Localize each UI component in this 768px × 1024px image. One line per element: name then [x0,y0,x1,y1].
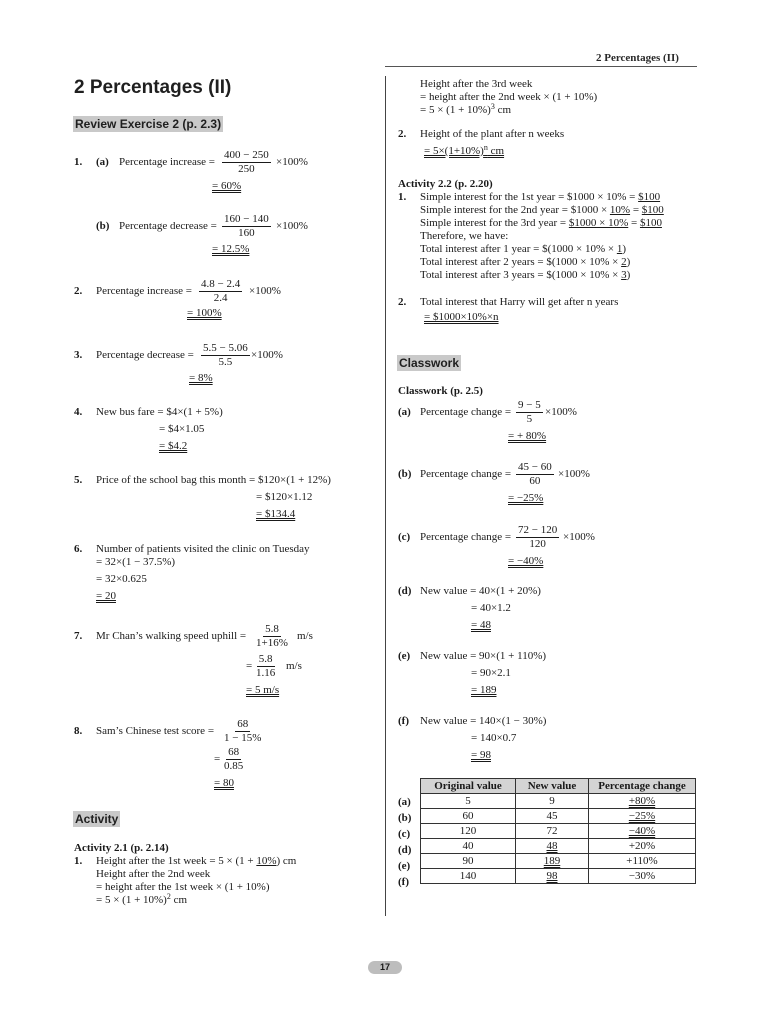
q7-denominator1: 1+16% [256,637,288,649]
q1b-denominator: 160 [238,227,255,239]
activity-2-1-line1-b: 10% [256,855,277,867]
activity-2-1-q2-answer-expr: = 5×(1+10%) [424,145,484,157]
activity-2-1-right-line3-expr: = 5 × (1 + 10%) [420,104,491,116]
table-row [421,824,696,839]
activity-2-1-line4 [96,894,187,907]
table-cell: +80% [589,794,696,809]
q8-equals: = [214,753,221,765]
activity-2-2-q1-number: 1. [398,191,407,203]
activity-2-1-q2-answer-exp: n [483,143,488,152]
classwork-b-denominator: 60 [529,475,541,487]
activity-2-2-line3-a: Simple interest for the 3rd year = [420,217,569,229]
activity-2-2-line6 [420,256,630,269]
activity-2-1-right-line3 [420,104,511,117]
activity-2-2-line6-a: Total interest after 2 years = $(1000 × 10% × [420,256,622,268]
classwork-a-fraction [516,399,543,426]
activity-2-2-line1-b: $100 [638,191,661,203]
q7-fraction2 [254,653,277,680]
activity-2-1-q2-answer-unit: cm [487,145,505,157]
table-row-label: (b) [398,812,412,824]
table-cell: 189 [516,854,589,869]
activity-2-2-line2-b: 10% [609,204,631,216]
activity-2-2-line5-a: Total interest after 1 year = $(1000 × 10% × [420,243,617,255]
q6-line1: Number of patients visited the clinic on Tuesday [96,543,310,555]
activity-2-2-q2-text: Total interest that Harry will get after n years [420,296,619,308]
activity-2-1-right-line1: Height after the 3rd week [420,78,533,90]
review-exercise-heading: Review Exercise 2 (p. 2.3) [75,117,222,131]
q1b-label: (b) [96,220,110,232]
activity-2-2-line4: Therefore, we have: [420,230,509,242]
q1a-label: (a) [96,156,109,168]
q7-denominator2: 1.16 [256,667,276,679]
classwork-a-label: (a) [398,406,411,418]
classwork-e-line2: = 90×2.1 [471,667,511,679]
q1b-fraction [222,213,271,240]
activity-2-2-line5 [420,243,626,256]
classwork-a-denominator: 5 [526,413,533,425]
table-cell: 9 [516,794,589,809]
activity-2-2-line6-c: ) [626,256,631,268]
activity-2-1-line4-unit: cm [170,894,188,906]
q1b-multiplier: ×100% [276,220,308,232]
classwork-b-numerator: 45 − 60 [518,461,552,473]
q1a-denominator: 250 [238,163,255,175]
q7-equals: = [246,660,253,672]
activity-2-2-line3-d: $100 [639,217,662,229]
table-cell: −40% [589,824,696,839]
page-number: 17 [368,961,402,974]
q7-unit: m/s [297,630,313,642]
q8-fraction2 [222,746,245,773]
classwork-e-answer: = 189 [471,684,497,696]
classwork-c-text: Percentage change = [420,531,512,543]
q7-text: Mr Chan’s walking speed uphill = [96,630,247,642]
q3-multiplier: ×100% [251,349,283,361]
activity-2-1-q1-number: 1. [74,855,83,867]
q1a-text: Percentage increase = [119,156,215,168]
q6-line2: = 32×(1 − 37.5%) [96,556,176,568]
classwork-title: Classwork (p. 2.5) [398,385,483,397]
activity-2-2-line1-a: Simple interest for the 1st year = $1000 × 10% = [420,191,639,203]
classwork-b-text: Percentage change = [420,468,512,480]
classwork-b-answer: = −25% [508,492,544,504]
activity-2-2-line2-a: Simple interest for the 2nd year = $1000 × [420,204,610,216]
q2-number: 2. [74,285,83,297]
activity-2-2-line7 [420,269,630,282]
activity-2-1-line2: Height after the 2nd week [96,868,211,880]
table-cell: 60 [421,809,516,824]
table-row-label: (f) [398,876,409,888]
table-cell: +110% [589,854,696,869]
activity-2-1-line1-a: Height after the 1st week = 5 × (1 + [96,855,257,867]
q1a-answer: = 60% [212,180,242,192]
classwork-f-line2: = 140×0.7 [471,732,517,744]
q2-text: Percentage increase = [96,285,192,297]
q1b-text: Percentage decrease = [119,220,217,232]
classwork-c-numerator: 72 − 120 [518,524,558,536]
q2-numerator: 4.8 − 2.4 [201,278,241,290]
running-head: 2 Percentages (II) [596,52,679,64]
classwork-heading: Classwork [399,356,460,370]
column-divider [385,76,386,916]
table-cell: +20% [589,839,696,854]
q3-denominator: 5.5 [218,356,233,368]
activity-2-1-line1-c: ) cm [276,855,297,867]
activity-2-1-right-line3-exp: 3 [490,102,495,111]
q8-denominator2: 0.85 [224,760,244,772]
table-cell: 120 [421,824,516,839]
activity-2-2-line3-b: $1000 × 10% [568,217,629,229]
chapter-title: 2 Percentages (II) [74,77,232,98]
table-header-row [421,779,696,794]
classwork-c-denominator: 120 [529,538,546,550]
q1-number: 1. [74,156,83,168]
q8-numerator1: 68 [237,718,249,730]
activity-2-1-right-line2: = height after the 2nd week × (1 + 10%) [420,91,598,103]
q1a-fraction [222,149,271,176]
table-cell: 98 [516,869,589,884]
classwork-e-line1: New value = 90×(1 + 110%) [420,650,547,662]
activity-2-1-line1 [96,855,296,868]
column-header-original: Original value [421,779,516,794]
q7-answer: = 5 m/s [246,684,280,696]
q5-answer: = $134.4 [256,508,296,520]
activity-2-1-line3: = height after the 1st week × (1 + 10%) [96,881,270,893]
activity-2-2-line2-d: $100 [641,204,664,216]
classwork-d-label: (d) [398,585,412,597]
q8-number: 8. [74,725,83,737]
q8-text: Sam’s Chinese test score = [96,725,215,737]
q6-number: 6. [74,543,83,555]
activity-2-2-line1 [420,191,660,204]
classwork-d-line2: = 40×1.2 [471,602,511,614]
activity-2-2-line2 [420,204,664,217]
q4-line1: New bus fare = $4×(1 + 5%) [96,406,223,418]
q5-line2: = $120×1.12 [256,491,313,503]
q1a-multiplier: ×100% [276,156,308,168]
q7-numerator2: 5.8 [258,653,273,665]
table-row [421,854,696,869]
activity-2-1-line4-expr: = 5 × (1 + 10%) [96,894,167,906]
classwork-e-label: (e) [398,650,411,662]
classwork-a-text: Percentage change = [420,406,512,418]
percentage-change-table [420,778,696,884]
activity-2-2-line7-b: 3 [621,269,627,281]
q1b-numerator: 160 − 140 [224,213,269,225]
q8-denominator1: 1 − 15% [224,732,262,744]
q5-line1: Price of the school bag this month = $120×(1 + 12%) [96,474,331,486]
q8-answer: = 80 [214,777,234,789]
table-cell: 40 [421,839,516,854]
activity-2-2-line3 [420,217,662,230]
q4-number: 4. [74,406,83,418]
activity-2-2-title: Activity 2.2 (p. 2.20) [398,178,493,190]
classwork-b-fraction [516,461,554,488]
activity-2-2-line2-c: = [630,204,642,216]
q7-numerator1: 5.8 [265,623,279,635]
table-cell: 140 [421,869,516,884]
table-cell: 48 [516,839,589,854]
classwork-a-numerator: 9 − 5 [518,399,541,411]
q2-denominator: 2.4 [213,292,228,304]
header-rule [385,66,697,67]
table-cell: 72 [516,824,589,839]
q6-line3: = 32×0.625 [96,573,147,585]
activity-2-2-line6-b: 2 [621,256,627,268]
table-row [421,869,696,884]
classwork-a-multiplier: ×100% [545,406,577,418]
classwork-c-fraction [516,524,559,551]
table-cell: 90 [421,854,516,869]
classwork-f-label: (f) [398,715,409,727]
activity-2-1-title: Activity 2.1 (p. 2.14) [74,842,169,854]
q1b-answer: = 12.5% [212,243,250,255]
classwork-b-multiplier: ×100% [558,468,590,480]
q8-fraction1 [222,718,263,745]
classwork-c-label: (c) [398,531,411,543]
activity-2-2-line5-b: 1 [616,243,623,255]
q7-unit2: m/s [286,660,302,672]
q3-number: 3. [74,349,83,361]
activity-2-1-line4-exp: 2 [166,892,171,901]
classwork-c-answer: = −40% [508,555,544,567]
q3-text: Percentage decrease = [96,349,194,361]
table-cell: 45 [516,809,589,824]
activity-2-1-q2-answer [424,145,504,158]
classwork-f-answer: = 98 [471,749,491,761]
table-row [421,794,696,809]
q7-fraction1 [254,623,290,650]
table-row-label: (a) [398,796,411,808]
table-cell: −25% [589,809,696,824]
classwork-d-line1: New value = 40×(1 + 20%) [420,585,541,597]
activity-2-1-right-line3-unit: cm [494,104,512,116]
q5-number: 5. [74,474,83,486]
q3-fraction [201,342,250,369]
table-row-label: (c) [398,828,411,840]
activity-2-1-q2-text: Height of the plant after n weeks [420,128,565,140]
activity-2-1-q2-number: 2. [398,128,407,140]
classwork-a-answer: = + 80% [508,430,547,442]
q2-answer: = 100% [187,307,222,319]
activity-2-2-q2-number: 2. [398,296,407,308]
activity-2-2-line7-c: ) [626,269,631,281]
column-header-new: New value [516,779,589,794]
q1a-numerator: 400 − 250 [224,149,269,161]
q4-line2: = $4×1.05 [159,423,205,435]
activity-2-2-line3-c: = [628,217,640,229]
activity-2-2-line5-c: ) [622,243,627,255]
table-cell: 5 [421,794,516,809]
table-cell: −30% [589,869,696,884]
q2-fraction [199,278,242,305]
q3-answer: = 8% [189,372,213,384]
q8-numerator2: 68 [228,746,240,758]
column-header-change: Percentage change [589,779,696,794]
q7-number: 7. [74,630,83,642]
q4-answer: = $4.2 [159,440,188,452]
activity-2-2-line7-a: Total interest after 3 years = $(1000 × 10% × [420,269,622,281]
q6-answer: = 20 [96,590,116,602]
classwork-c-multiplier: ×100% [563,531,595,543]
classwork-b-label: (b) [398,468,412,480]
classwork-f-line1: New value = 140×(1 − 30%) [420,715,547,727]
table-row [421,809,696,824]
q2-multiplier: ×100% [249,285,281,297]
classwork-d-answer: = 48 [471,619,491,631]
activity-heading: Activity [75,812,119,826]
table-row-label: (e) [398,860,411,872]
table-row-label: (d) [398,844,412,856]
q3-numerator: 5.5 − 5.06 [203,342,248,354]
table-row [421,839,696,854]
activity-2-2-q2-answer: = $1000×10%×n [424,311,499,323]
table-row-labels [398,794,411,890]
